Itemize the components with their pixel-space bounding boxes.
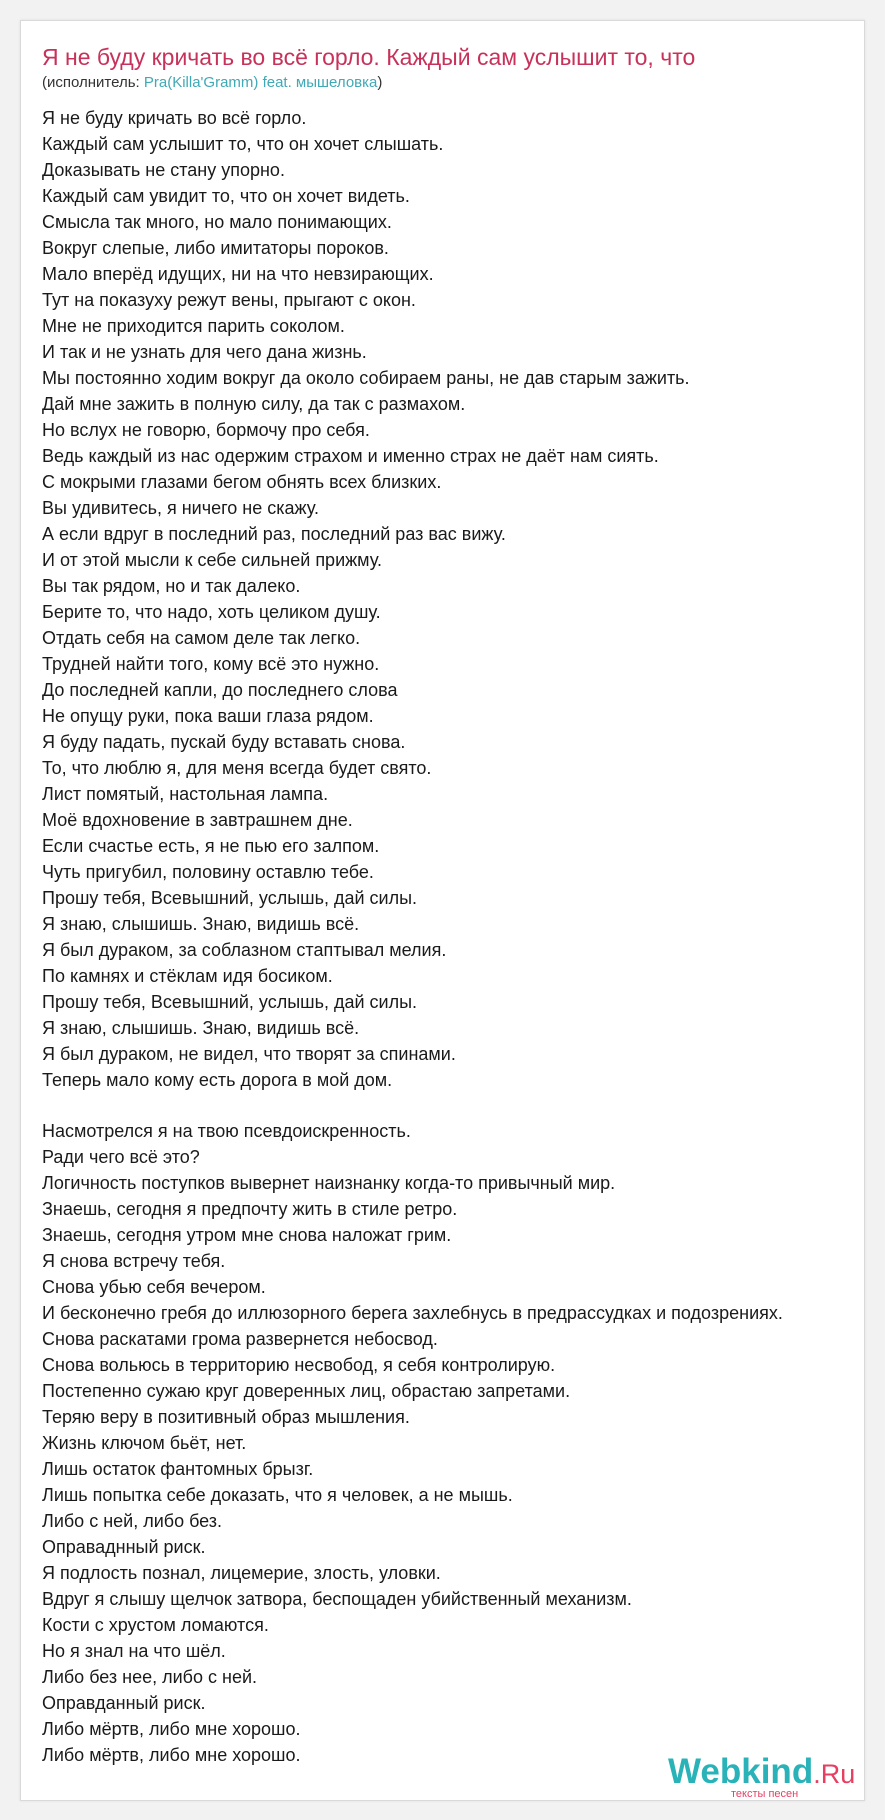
lyric-line: Лишь остаток фантомных брызг. [42, 1459, 314, 1479]
performer-close: ) [377, 74, 383, 91]
lyric-line: Моё вдохновение в завтрашнем дне. [42, 810, 353, 830]
lyric-line: И бесконечно гребя до иллюзорного берега захлебнусь в предрассудках и подозрениях. [42, 1303, 783, 1323]
lyric-line: Лист помятый, настольная лампа. [42, 784, 329, 804]
lyric-line: Не опущу руки, пока ваши глаза рядом. [42, 706, 374, 726]
lyric-line: Ведь каждый из нас одержим страхом и именно страх не даёт нам сиять. [42, 446, 659, 466]
lyric-line: Отдать себя на самом деле так легко. [42, 628, 361, 648]
lyric-line: Я не буду кричать во всё горло. [42, 108, 307, 128]
lyric-line: С мокрыми глазами бегом обнять всех близких. [42, 472, 442, 492]
lyric-line: Либо мёртв, либо мне хорошо. [42, 1745, 301, 1765]
lyric-line: Трудней найти того, кому всё это нужно. [42, 654, 380, 674]
lyric-line: По камнях и стёклам идя босиком. [42, 966, 333, 986]
lyric-line: Логичность поступков вывернет наизнанку когда-то привычный мир. [42, 1173, 616, 1193]
lyric-line: Но вслух не говорю, бормочу про себя. [42, 420, 370, 440]
lyric-line: Либо с ней, либо без. [42, 1511, 223, 1531]
lyric-line: Кости с хрустом ломаются. [42, 1615, 269, 1635]
lyric-line: Я был дураком, не видел, что творят за спинами. [42, 1044, 456, 1064]
lyric-line: То, что люблю я, для меня всегда будет свято. [42, 758, 432, 778]
lyric-line: Прошу тебя, Всевышний, услышь, дай силы. [42, 992, 418, 1012]
lyric-line: Мы постоянно ходим вокруг да около собираем раны, не дав старым зажить. [42, 368, 690, 388]
lyric-line: Постепенно сужаю круг доверенных лиц, обрастаю запретами. [42, 1381, 571, 1401]
performer-line [42, 73, 382, 93]
lyric-line: Знаешь, сегодня я предпочту жить в стиле ретро. [42, 1199, 458, 1219]
lyric-line: Оправданный риск. [42, 1693, 206, 1713]
lyric-line: Вдруг я слышу щелчок затвора, беспощаден убийственный механизм. [42, 1589, 632, 1609]
lyric-line: Прошу тебя, Всевышний, услышь, дай силы. [42, 888, 418, 908]
lyrics-text [42, 105, 882, 1768]
lyric-line: Смысла так много, но мало понимающих. [42, 212, 392, 232]
lyric-line: Ради чего всё это? [42, 1147, 200, 1167]
lyric-line: Дай мне зажить в полную силу, да так с размахом. [42, 394, 466, 414]
lyric-line: И от этой мысли к себе сильней прижму. [42, 550, 382, 570]
lyric-line: Снова раскатами грома развернется небосвод. [42, 1329, 438, 1349]
lyric-line: Я знаю, слышишь. Знаю, видишь всё. [42, 914, 360, 934]
lyric-line: Знаешь, сегодня утром мне снова наложат грим. [42, 1225, 452, 1245]
lyric-line: Но я знал на что шёл. [42, 1641, 226, 1661]
lyric-line: До последней капли, до последнего слова [42, 680, 398, 700]
lyric-line: И так и не узнать для чего дана жизнь. [42, 342, 367, 362]
performer-link[interactable]: Pra(Killa'Gramm) feat. мышеловка [143, 74, 378, 91]
lyric-line: Насмотрелся я на твою псевдоискренность. [42, 1121, 411, 1141]
lyric-line: А если вдруг в последний раз, последний раз вас вижу. [42, 524, 506, 544]
lyric-line: Теряю веру в позитивный образ мышления. [42, 1407, 410, 1427]
lyric-line: Чуть пригубил, половину оставлю тебе. [42, 862, 374, 882]
logo-tld: .Ru [813, 1759, 856, 1789]
lyric-line: Я буду падать, пускай буду вставать снова. [42, 732, 406, 752]
lyric-line: Я снова встречу тебя. [42, 1251, 226, 1271]
stanza-2 [42, 1118, 882, 1768]
lyric-line: Я знаю, слышишь. Знаю, видишь всё. [42, 1018, 360, 1038]
lyric-line: Я был дураком, за соблазном стаптывал мелия. [42, 940, 447, 960]
lyric-line: Лишь попытка себе доказать, что я человек, а не мышь. [42, 1485, 513, 1505]
performer-label: (исполнитель: [42, 74, 144, 91]
lyric-line: Мало вперёд идущих, ни на что невзирающих. [42, 264, 434, 284]
lyric-line: Теперь мало кому есть дорога в мой дом. [42, 1070, 393, 1090]
stanza-1 [42, 105, 882, 1093]
logo-tagline: тексты песен [731, 1788, 799, 1800]
lyric-line: Если счастье есть, я не пью его залпом. [42, 836, 380, 856]
lyric-line: Вокруг слепые, либо имитаторы пороков. [42, 238, 389, 258]
lyric-line: Либо мёртв, либо мне хорошо. [42, 1719, 301, 1739]
lyric-line: Каждый сам услышит то, что он хочет слышать. [42, 134, 444, 154]
lyric-line: Я подлость познал, лицемерие, злость, уловки. [42, 1563, 441, 1583]
lyric-line: Тут на показуху режут вены, прыгают с окон. [42, 290, 416, 310]
lyric-line: Каждый сам увидит то, что он хочет видеть. [42, 186, 410, 206]
lyric-line: Берите то, что надо, хоть целиком душу. [42, 602, 381, 622]
lyric-line: Оправаднный риск. [42, 1537, 206, 1557]
lyric-line: Жизнь ключом бьёт, нет. [42, 1433, 247, 1453]
lyric-line: Вы удивитесь, я ничего не скажу. [42, 498, 319, 518]
song-title: Я не буду кричать во всё горло. Каждый сам услышит то, что [42, 44, 696, 70]
lyric-line: Мне не приходится парить соколом. [42, 316, 345, 336]
lyric-line: Снова вольюсь в территорию несвобод, я себя контролирую. [42, 1355, 556, 1375]
stanza-divider [42, 1093, 882, 1118]
lyric-line: Снова убью себя вечером. [42, 1277, 266, 1297]
webkind-logo[interactable] [665, 1752, 865, 1802]
logo-name: Webkind [668, 1752, 814, 1791]
lyric-line: Либо без нее, либо с ней. [42, 1667, 258, 1687]
lyric-line: Вы так рядом, но и так далеко. [42, 576, 301, 596]
lyric-line: Доказывать не стану упорно. [42, 160, 285, 180]
